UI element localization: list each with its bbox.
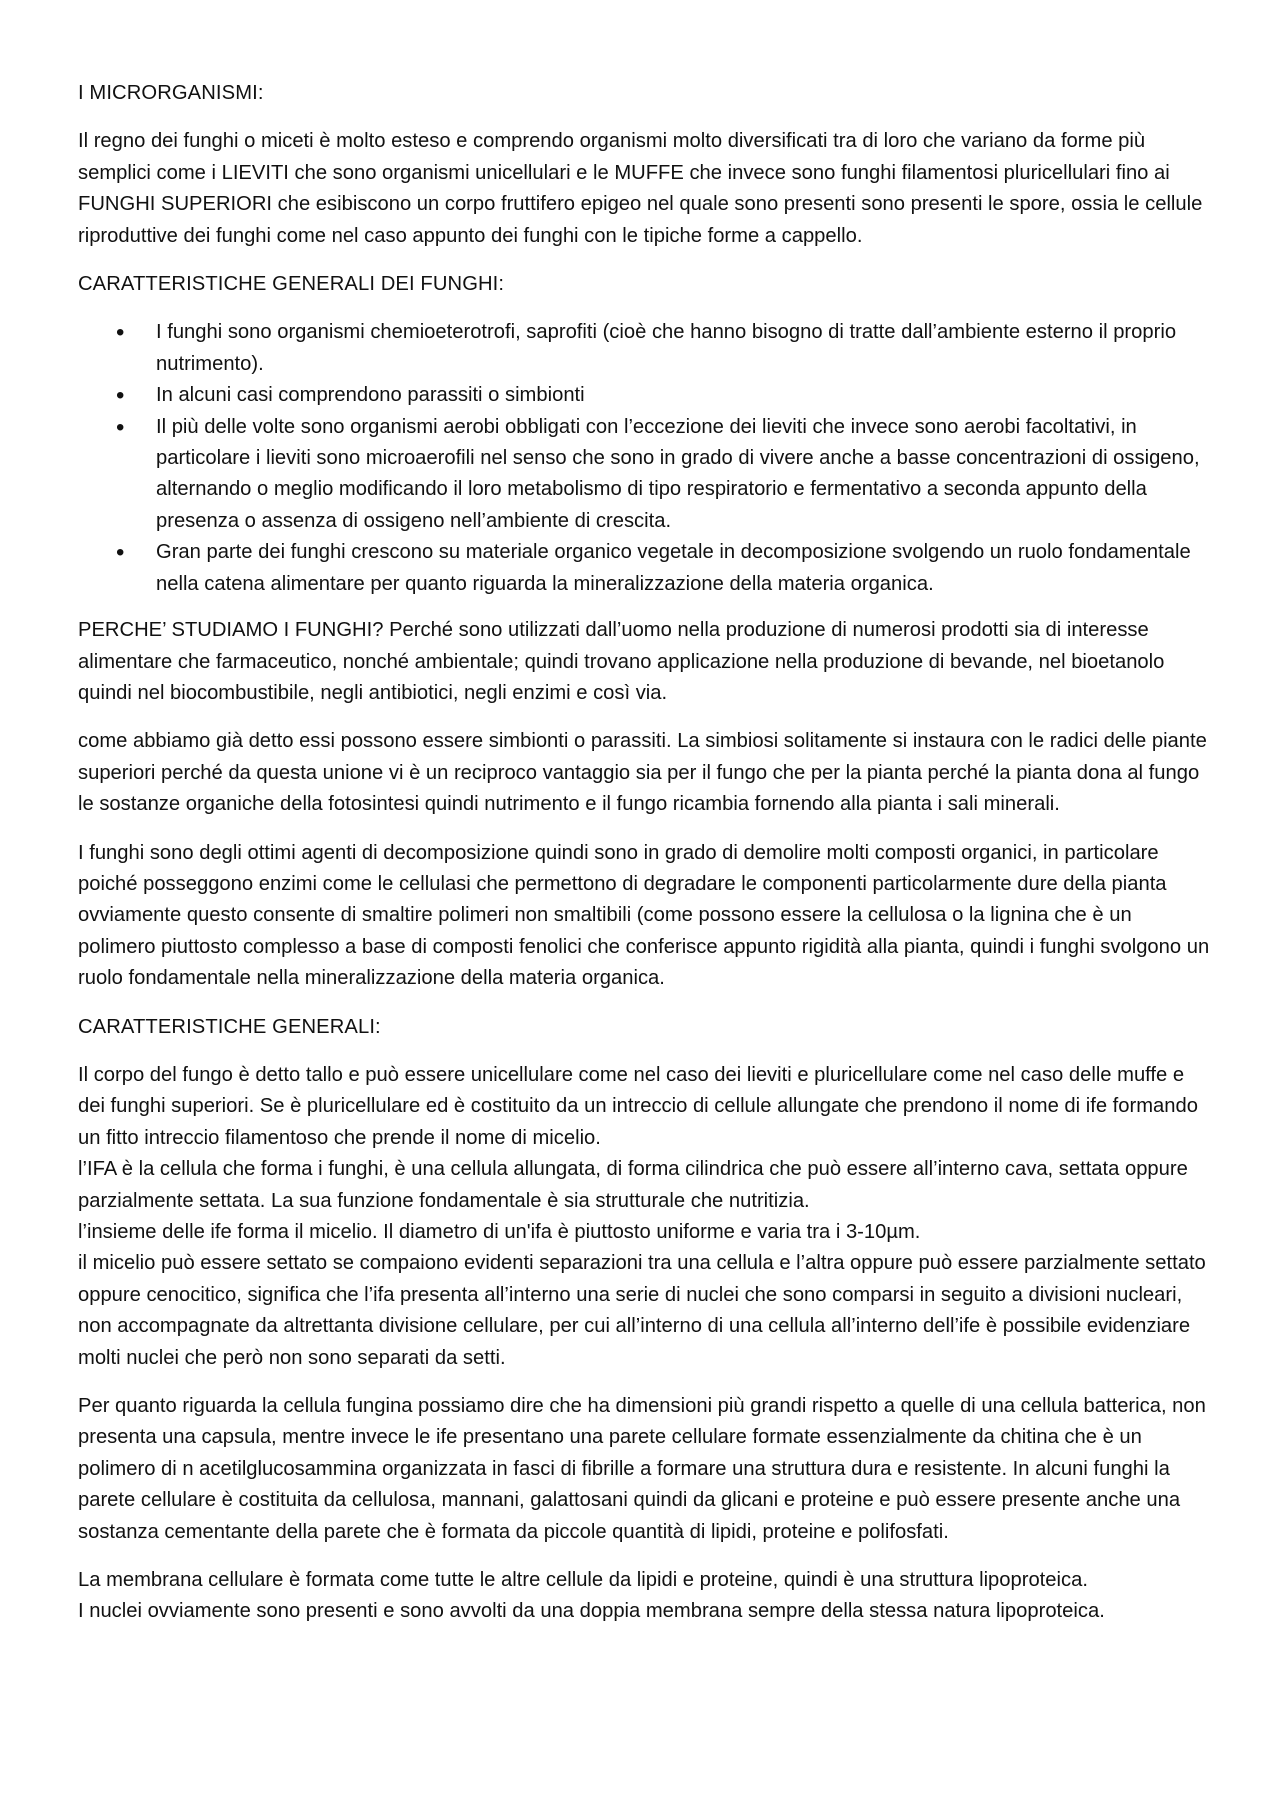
document-title: I MICRORGANISMI: [78, 82, 264, 104]
text-line: il micelio può essere settato se compaiono evidenti separazioni tra una cellula e l’altra oppure può essere parzialmente settato oppure cenocitico, significa che l’ifa presenta all’interno una serie di nuclei che sono comparsi in seguito a divisioni nucleari, non accompagnate da altrettanta divisione cellulare, per cui all’interno di una cellula all’interno dell’ife è possibile evidenziare molti nuclei che però non sono separati da setti. [78, 1252, 1206, 1369]
text-line: l’IFA è la cellula che forma i funghi, è una cellula allungata, di forma cilindrica che può essere all’interno cava, settata oppure parzialmente settata. La sua funzione fondamentale è sia strutturale che nutritizia. [78, 1158, 1188, 1212]
cell-paragraph: Per quanto riguarda la cellula fungina possiamo dire che ha dimensioni più grandi rispetto a quelle di una cellula batterica, non presenta una capsula, mentre invece le ife presentano una parete cellulare formate essenzialmente da chitina che è un polimero di n acetilglucosammina organizzata in fasci di fibrille a formare una struttura dura e resistente. In alcuni funghi la parete cellulare è costituita da cellulosa, mannani, galattosani quindi da glicani e proteine e può essere presente anche una sostanza cementante della parete che è formata da piccole quantità di lipidi, proteine e polifosfati. [78, 1395, 1206, 1543]
text-line: l’insieme delle ife forma il micelio. Il diametro di un'ifa è piuttosto uniforme e varia tra i 3-10µm. [78, 1221, 921, 1243]
why-study-paragraph: PERCHE’ STUDIAMO I FUNGHI? Perché sono utilizzati dall’uomo nella produzione di numerosi prodotti sia di interesse alimentare che farmaceutico, nonché ambientale; quindi trovano applicazione nella produzione di bevande, nel bioetanolo quindi nel biocombustibile, negli antibiotici, negli enzimi e così via. [78, 619, 1165, 704]
membrane-paragraph [78, 1565, 1210, 1628]
document-page [78, 78, 1210, 1645]
text-line: La membrana cellulare è formata come tutte le altre cellule da lipidi e proteine, quindi è una struttura lipoproteica. [78, 1569, 1088, 1592]
list-item: • Il più delle volte sono organismi aerobi obbligati con l’eccezione dei lieviti che invece sono aerobi facoltativi, in particolare i lieviti sono microaerofili nel senso che sono in grado di vivere anche a basse concentrazioni di ossigeno, alternando o meglio modificando il loro metabolismo di tipo respiratorio e fermentativo a seconda appunto della presenza o assenza di ossigeno nell’ambiente di crescita. [78, 412, 1210, 538]
decomposition-paragraph: I funghi sono degli ottimi agenti di decomposizione quindi sono in grado di demolire molti composti organici, in particolare poiché posseggono enzimi come le cellulasi che permettono di degradare le componenti particolarmente dure della pianta ovviamente questo consente di smaltire polimeri non smaltibili (come possono essere la cellulosa o la lignina che è un polimero piuttosto complesso a base di composti fenolici che conferisce appunto rigidità alla pianta, quindi i funghi svolgono un ruolo fondamentale nella mineralizzazione della materia organica. [78, 841, 1210, 990]
thallus-paragraph [78, 1060, 1210, 1374]
symbiosis-paragraph: come abbiamo già detto essi possono essere simbionti o parassiti. La simbiosi solitamente si instaura con le radici delle piante superiori perché da questa unione vi è un reciproco vantaggio sia per il fungo che per la pianta perché la pianta dona al fungo le sostanze organiche della fotosintesi quindi nutrimento e il fungo ricambia fornendo alla pianta i sali minerali. [78, 730, 1207, 816]
section-heading-general-fungi: CARATTERISTICHE GENERALI DEI FUNGHI: [78, 273, 505, 296]
list-item: • Gran parte dei funghi crescono su materiale organico vegetale in decomposizione svolgendo un ruolo fondamentale nella catena alimentare per quanto riguarda la mineralizzazione della materia organica. [78, 537, 1210, 600]
intro-paragraph: Il regno dei funghi o miceti è molto esteso e comprendo organismi molto diversificati tra di loro che variano da forme più semplici come i LIEVITI che sono organismi unicellulari e le MUFFE che invece sono funghi filamentosi pluricellulari fino ai FUNGHI SUPERIORI che esibiscono un corpo fruttifero epigeo nel quale sono presenti sono presenti le spore, ossia le cellule riproduttive dei funghi come nel caso appunto dei funghi con le tipiche forme a cappello. [78, 130, 1203, 247]
list-item: • I funghi sono organismi chemioeterotrofi, saprofiti (cioè che hanno bisogno di tratte dall’ambiente esterno il proprio nutrimento). [78, 317, 1210, 380]
text-line: Il corpo del fungo è detto tallo e può essere unicellulare come nel caso dei lieviti e pluricellulare come nel caso delle muffe e dei funghi superiori. Se è pluricellulare ed è costituito da un intreccio di cellule allungate che prendono il nome di ife formando un fitto intreccio filamentoso che prende il nome di micelio. [78, 1063, 1198, 1149]
list-item: • In alcuni casi comprendono parassiti o simbionti [78, 380, 1210, 411]
text-line: I nuclei ovviamente sono presenti e sono avvolti da una doppia membrana sempre della stessa natura lipoproteica. [78, 1600, 1105, 1623]
section-heading-general: CARATTERISTICHE GENERALI: [78, 1015, 381, 1038]
characteristics-list [78, 317, 1210, 600]
